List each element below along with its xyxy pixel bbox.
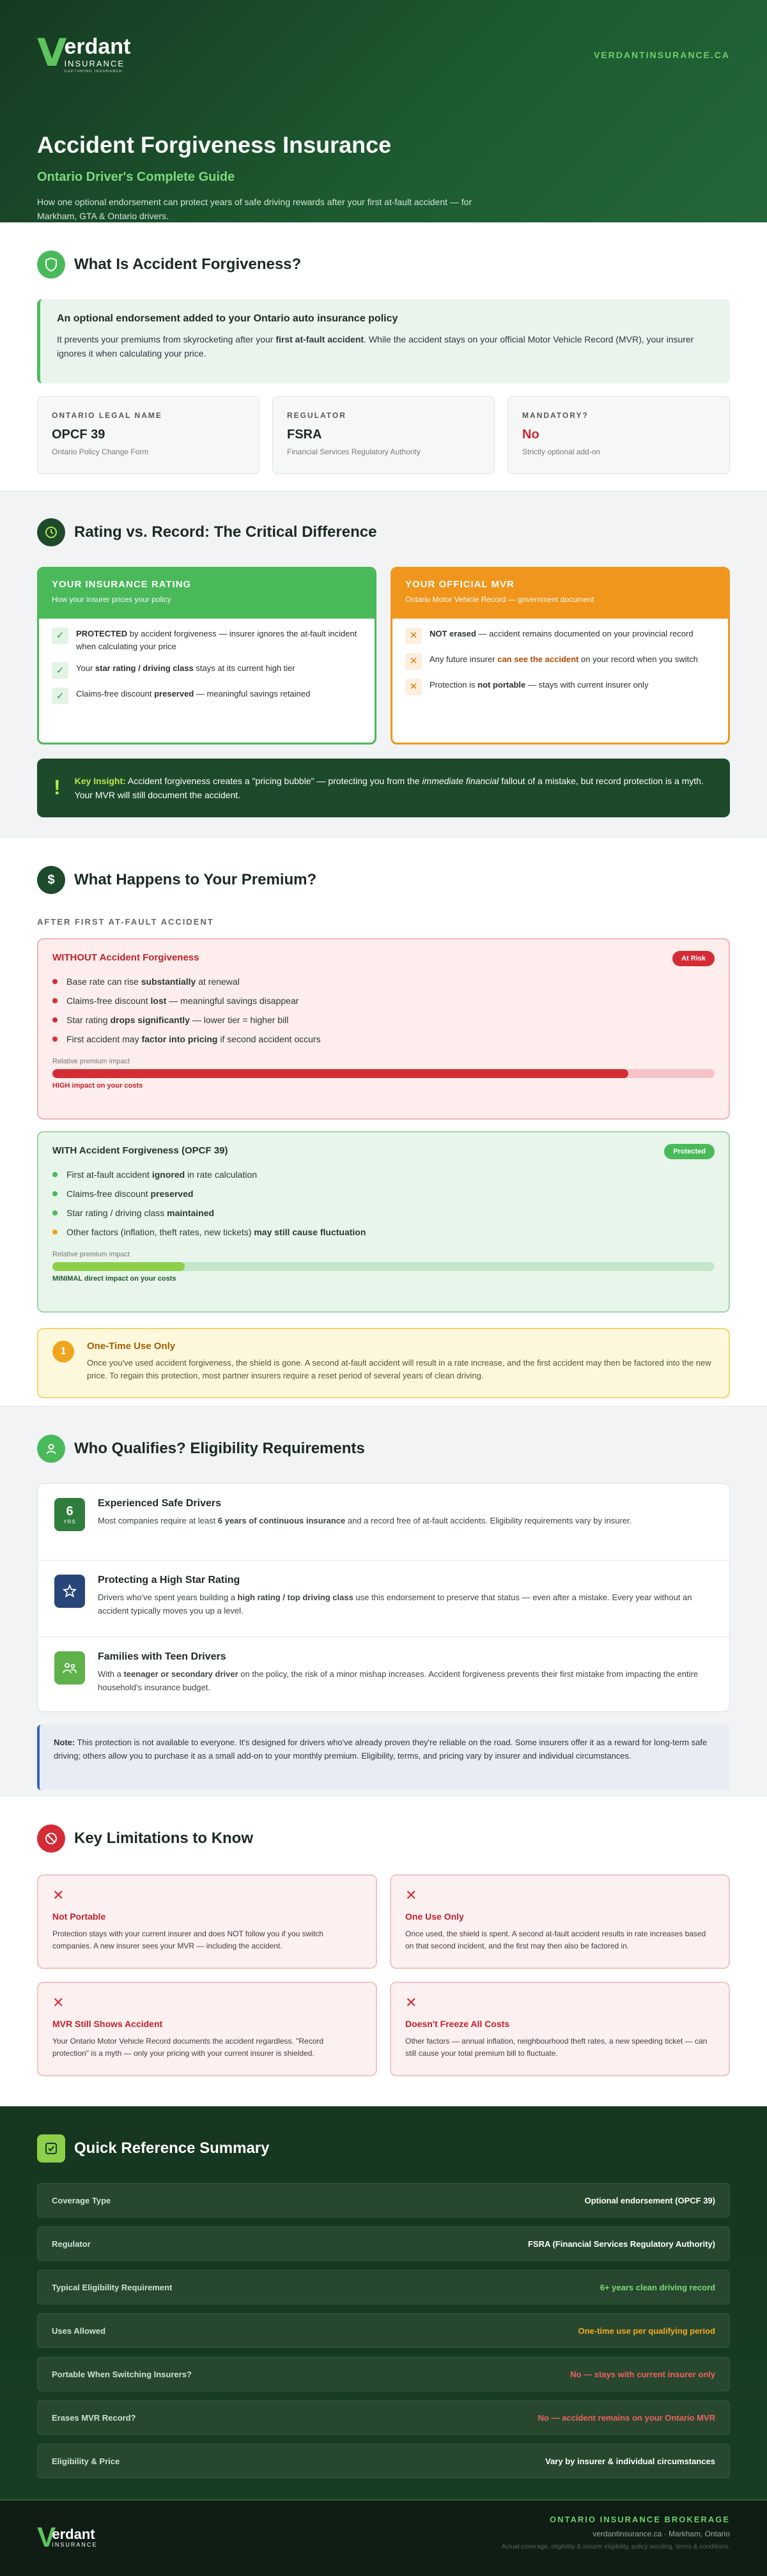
section-eligibility <box>0 1406 767 1796</box>
logo-mark: V <box>37 30 67 75</box>
logo-sub: INSURANCE <box>64 59 125 68</box>
bar-label: Relative premium impact <box>52 1058 130 1065</box>
list-item: Claims-free discount lost — meaningful savings disappear <box>52 991 715 1010</box>
row-value: No — accident remains on your Ontario MVR <box>538 2412 715 2423</box>
row-key: Erases MVR Record? <box>52 2412 136 2423</box>
years-badge: 6 YRS <box>54 1498 85 1531</box>
logo-sub: INSURANCE <box>52 2541 98 2548</box>
shield-icon <box>37 251 65 279</box>
footer-logo[interactable] <box>37 2524 97 2552</box>
fact-label: REGULATOR <box>287 411 346 420</box>
without-forgiveness-card <box>37 938 730 1120</box>
check-icon: ✓ <box>52 628 68 644</box>
card-body: Other factors — annual inflation, neighbourhood theft rates, a new speeding ticket — can still cause your total premium bill to fluctuate. <box>405 2037 708 2058</box>
list-item: ✓ Claims-free discount preserved — meaningful savings retained <box>52 688 362 704</box>
list-item: ✕ NOT erased — accident remains documented on your provincial record <box>405 628 715 644</box>
definition-callout <box>37 299 730 383</box>
clock-icon <box>37 518 65 546</box>
card-body: Your Ontario Motor Vehicle Record documents the accident regardless. "Record protection" is a myth — only your pricing with your current insurer is shielded. <box>52 2037 324 2058</box>
table-row <box>37 2313 730 2348</box>
row-key: Portable When Switching Insurers? <box>52 2369 192 2379</box>
list-item <box>38 1637 729 1711</box>
impact-bar-high <box>52 1069 715 1078</box>
number-badge: 1 <box>52 1341 74 1362</box>
list-item <box>38 1561 729 1637</box>
official-mvr-card <box>391 567 730 744</box>
bullet-icon <box>52 1037 58 1042</box>
exclamation-icon: ! <box>54 776 61 799</box>
fact-sub: Strictly optional add-on <box>522 447 601 456</box>
item-body: Drivers who've spent years building a high rating / top driving class use this endorsement to preserve that status — even after a mistake. Every year without an accident typically moves you up a level. <box>98 1593 692 1616</box>
item-title: Families with Teen Drivers <box>98 1651 226 1662</box>
card-title: WITHOUT Accident Forgiveness <box>52 952 199 963</box>
section-summary <box>0 2106 767 2499</box>
section-heading: What Happens to Your Premium? <box>74 871 317 888</box>
page-subtitle: Ontario Driver's Complete Guide <box>37 170 235 184</box>
row-key: Coverage Type <box>52 2195 111 2205</box>
fact-value: OPCF 39 <box>52 428 105 442</box>
key-insight-banner <box>37 759 730 817</box>
card-title: WITH Accident Forgiveness (OPCF 39) <box>52 1145 228 1156</box>
bar-label: Relative premium impact <box>52 1251 130 1258</box>
bullet-icon <box>52 979 58 984</box>
card-title: One Use Only <box>405 1911 464 1922</box>
bullet-icon <box>52 998 58 1003</box>
bar-caption: HIGH impact on your costs <box>52 1082 143 1090</box>
section-what-is <box>0 222 767 491</box>
list-item: ✕ Protection is not portable — stays with current insurer only <box>405 679 715 695</box>
section-heading: Key Limitations to Know <box>74 1830 254 1847</box>
limitation-card <box>390 1874 730 1969</box>
card-title: YOUR INSURANCE RATING <box>52 579 192 590</box>
footer-disclaimer: Actual coverage, eligibility & insurer eligibility, policy wording, terms & conditions. <box>501 2543 730 2550</box>
row-key: Uses Allowed <box>52 2325 106 2336</box>
status-badge: Protected <box>664 1144 715 1159</box>
x-icon: ✕ <box>405 679 422 695</box>
insurance-rating-card <box>37 567 376 744</box>
card-body: Protection stays with your current insurer and does NOT follow you if you switch companies. A new insurer sees your MVR — including the accident. <box>52 1929 323 1951</box>
row-key: Eligibility & Price <box>52 2456 120 2466</box>
bullet-icon <box>52 1191 58 1196</box>
row-value: Vary by insurer & individual circumstances <box>545 2456 715 2466</box>
section-limitations <box>0 1796 767 2106</box>
table-row <box>37 2357 730 2391</box>
row-value: 6+ years clean driving record <box>600 2282 715 2292</box>
fact-label: ONTARIO LEGAL NAME <box>52 411 162 420</box>
list-item: Claims-free discount preserved <box>52 1184 715 1203</box>
card-subtitle: How your insurer prices your policy <box>52 595 171 604</box>
logo-name: erdant <box>52 2526 95 2542</box>
card-subtitle: Ontario Motor Vehicle Record — government document <box>405 595 594 604</box>
brand-logo[interactable] <box>37 32 130 73</box>
bullet-icon <box>52 1230 58 1235</box>
impact-bar-fill <box>52 1262 185 1271</box>
page-intro: How one optional endorsement can protect years of safe driving rewards after your first at-fault accident — for Markham, GTA & Ontario drivers. <box>37 197 472 222</box>
footer-brand-line: ONTARIO INSURANCE BROKERAGE <box>550 2515 730 2524</box>
card-title: MVR Still Shows Accident <box>52 2019 163 2029</box>
note-title: One-Time Use Only <box>87 1341 176 1352</box>
limitation-card <box>37 1982 377 2076</box>
note-body: Once you've used accident forgiveness, the shield is gone. A second at-fault accident will result in a rate increase, and the first accident may then be factored into the new price. To regain this protection, most partner insurers require a reset period of several years of clean driving. <box>87 1358 711 1381</box>
logo-tagline: CAPTURING INSURANCE <box>64 70 123 73</box>
checklist-icon <box>37 2134 65 2163</box>
family-icon <box>54 1651 85 1685</box>
eligibility-list <box>37 1483 730 1712</box>
fact-sub: Financial Services Regulatory Authority <box>287 447 421 456</box>
x-icon: ✕ <box>405 628 422 644</box>
page-title: Accident Forgiveness Insurance <box>37 132 392 158</box>
section-eyebrow: AFTER FIRST AT-FAULT ACCIDENT <box>37 917 214 927</box>
fact-label: MANDATORY? <box>522 411 589 420</box>
item-body: With a teenager or secondary driver on the policy, the risk of a minor mishap increases. Accident forgiveness prevents their first mistake from impacting the entire household's insurance budget. <box>98 1669 699 1692</box>
bar-caption: MINIMAL direct impact on your costs <box>52 1275 176 1283</box>
section-premium <box>0 837 767 1406</box>
row-value: One-time use per qualifying period <box>578 2325 715 2336</box>
list-item: ✕ Any future insurer can see the accident on your record when you switch <box>405 653 715 670</box>
list-item: First accident may factor into pricing if second accident occurs <box>52 1030 715 1049</box>
fact-card-mandatory <box>507 396 730 474</box>
list-item <box>38 1484 729 1561</box>
card-title: YOUR OFFICIAL MVR <box>405 579 515 590</box>
row-value: No — stays with current insurer only <box>570 2369 715 2379</box>
section-heading: Who Qualifies? Eligibility Requirements <box>74 1440 365 1457</box>
list-item: First at-fault accident ignored in rate calculation <box>52 1165 715 1184</box>
section-heading: Quick Reference Summary <box>74 2140 270 2157</box>
fact-card-legal-name <box>37 396 260 474</box>
section-heading: Rating vs. Record: The Critical Difference <box>74 523 377 541</box>
x-icon: ✕ <box>52 1887 65 1903</box>
person-icon <box>37 1435 65 1463</box>
callout-title: An optional endorsement added to your Ontario auto insurance policy <box>57 313 398 324</box>
fact-value: No <box>522 428 539 442</box>
with-forgiveness-card <box>37 1131 730 1313</box>
fact-cards <box>37 396 730 474</box>
footer-meta: verdantinsurance.ca · Markham, Ontario <box>593 2529 730 2538</box>
row-key: Typical Eligibility Requirement <box>52 2282 173 2292</box>
one-time-use-note <box>37 1328 730 1398</box>
row-key: Regulator <box>52 2239 91 2249</box>
bullet-icon <box>52 1172 58 1177</box>
eligibility-note: Note: This protection is not available to everyone. It's designed for drivers who've already proven they're reliable on the road. Some insurers offer it as a reward for long-term safe driving; others allow you to purchase it as a small add-on to your monthly premium. Eligibility, terms, and pricing vary by insurer and individual circumstances. <box>37 1725 730 1790</box>
fact-card-regulator <box>272 396 495 474</box>
status-badge: At Risk <box>672 951 715 966</box>
bullet-icon <box>52 1017 58 1022</box>
dollar-icon: $ <box>37 866 65 894</box>
section-rating-vs-record <box>0 491 767 837</box>
impact-bar-fill <box>52 1069 628 1078</box>
summary-table <box>37 2183 730 2478</box>
callout-body: It prevents your premiums from skyrocketing after your first at-fault accident. While the accident stays on your official Motor Vehicle Record (MVR), your insurer ignores it when calculating your price. <box>57 334 694 359</box>
fact-sub: Ontario Policy Change Form <box>52 447 149 456</box>
list-item: Base rate can rise substantially at renewal <box>52 972 715 991</box>
card-title: Doesn't Freeze All Costs <box>405 2019 510 2029</box>
section-heading: What Is Accident Forgiveness? <box>74 256 302 273</box>
item-title: Protecting a High Star Rating <box>98 1575 240 1585</box>
item-body: Most companies require at least 6 years of continuous insurance and a record free of at-fault accidents. Eligibility requirements vary by insurer. <box>98 1516 632 1525</box>
check-icon: ✓ <box>52 688 68 704</box>
limitation-card <box>37 1874 377 1969</box>
row-value: Optional endorsement (OPCF 39) <box>584 2195 715 2205</box>
footer <box>0 2499 767 2576</box>
table-row <box>37 2270 730 2304</box>
table-row <box>37 2183 730 2217</box>
bullet-icon <box>52 1210 58 1215</box>
x-icon: ✕ <box>405 653 422 670</box>
list-item: ✓ PROTECTED by accident forgiveness — insurer ignores the at-fault incident when calculating your price <box>52 628 362 653</box>
row-value: FSRA (Financial Services Regulatory Authority) <box>527 2239 715 2249</box>
table-row <box>37 2400 730 2435</box>
fact-value: FSRA <box>287 428 322 442</box>
logo-mark: V <box>37 2522 56 2553</box>
site-url-link[interactable]: VERDANTINSURANCE.CA <box>593 50 730 60</box>
prohibited-icon <box>37 1824 65 1853</box>
hero-banner <box>0 0 767 222</box>
insight-text: Key Insight: Accident forgiveness creates a "pricing bubble" — protecting you from the immediate financial fallout of a mistake, but record protection is a myth. Your MVR will still document the accident. <box>74 775 704 800</box>
list-item: Other factors (inflation, theft rates, new tickets) may still cause fluctuation <box>52 1222 715 1242</box>
x-icon: ✕ <box>405 1994 417 2010</box>
impact-bar-low <box>52 1262 715 1271</box>
check-icon: ✓ <box>52 662 68 679</box>
card-title: Not Portable <box>52 1911 106 1922</box>
table-row <box>37 2444 730 2478</box>
list-item: Star rating / driving class maintained <box>52 1203 715 1222</box>
limitation-card <box>390 1982 730 2076</box>
list-item: Star rating drops significantly — lower tier = higher bill <box>52 1010 715 1030</box>
list-item: ✓ Your star rating / driving class stays at its current high tier <box>52 662 362 679</box>
card-body: Once used, the shield is spent. A second at-fault accident results in rate increases based on that second incident, and the first may then also be factored in. <box>405 1929 706 1951</box>
star-icon <box>54 1575 85 1608</box>
logo-name: erdant <box>64 35 131 59</box>
x-icon: ✕ <box>52 1994 65 2010</box>
table-row <box>37 2226 730 2261</box>
item-title: Experienced Safe Drivers <box>98 1498 221 1509</box>
x-icon: ✕ <box>405 1887 417 1903</box>
